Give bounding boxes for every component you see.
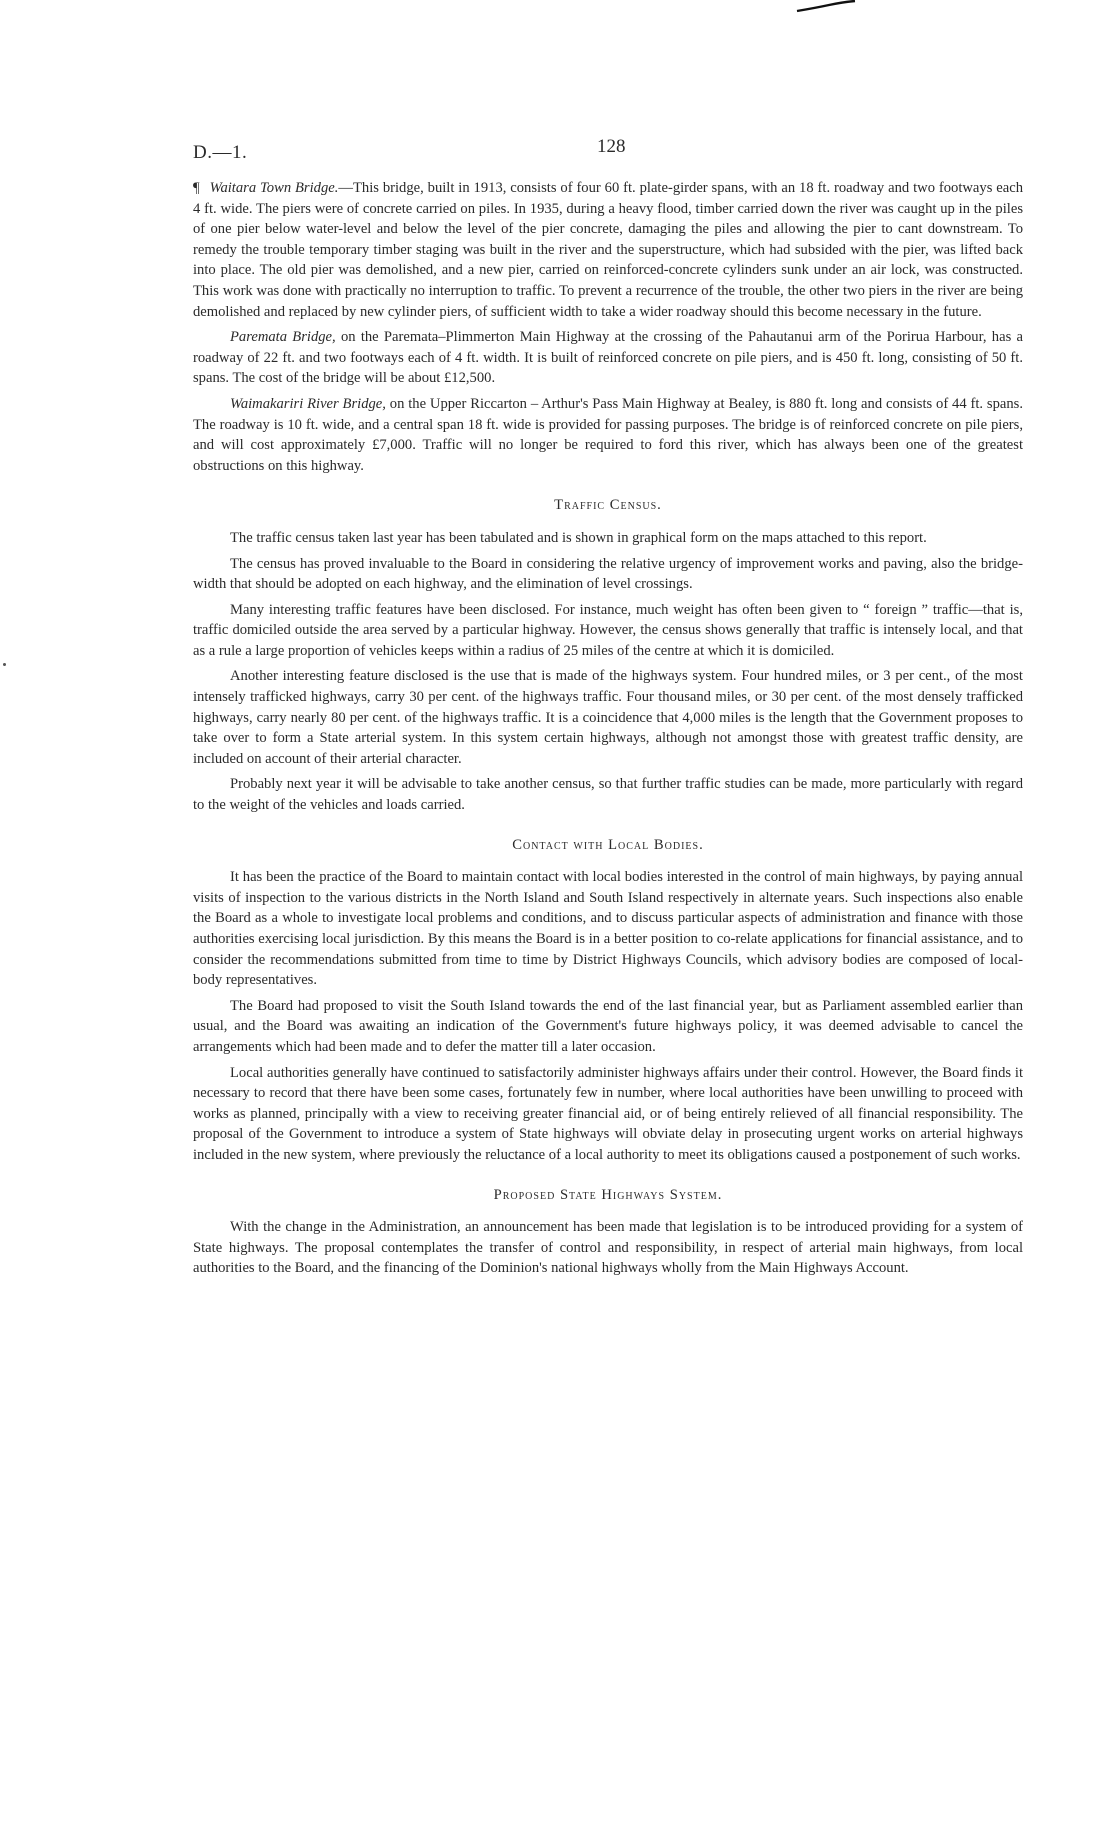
scan-speck — [3, 663, 6, 666]
paragraph: Many interesting traffic features have been disclosed. For instance, much weight has often been given to “ foreign ” traffic—that is, traffic domiciled outside the area served by a particular highway. However, the census shows generally that traffic is intensely local, and that as a rule a large proportion of vehicles keeps within a radius of 25 miles of the centre at which it is domiciled. — [193, 601, 1023, 659]
waitara-paragraph — [193, 178, 1023, 322]
scan-mark — [795, 0, 857, 14]
paremata-title: Paremata Bridge, — [230, 329, 336, 346]
page-body — [193, 178, 1023, 1284]
pilcrow-icon: ¶ — [193, 180, 200, 196]
traffic-census-section — [193, 495, 1023, 815]
paragraph: The Board had proposed to visit the South Island towards the end of the last financial year, but as Parliament assembled earlier than usual, and the Board was awaiting an indication of the Government's future highways policy, it was deemed advisable to cancel the arrangements which had been made and to defer the matter till a later occasion. — [193, 997, 1023, 1055]
contact-local-bodies-section — [193, 835, 1023, 1166]
waimakariri-text: on the Upper Riccarton – Arthur's Pass Main Highway at Bealey, is 880 ft. long and consists of 44 ft. spans. The roadway is 10 ft. wide, and a central span 18 ft. wide is provided for passing purposes. The bridge is of reinforced concrete on pile piers, and will cost approximately £7,000. Traffic will no longer be required to ford this river, which has always been one of the greatest obstructions on this highway. — [193, 395, 1023, 474]
bridges-section — [193, 178, 1023, 476]
paragraph: Probably next year it will be advisable to take another census, so that further traffic studies can be made, more particularly with regard to the weight of the vehicles and loads carried. — [193, 776, 1023, 814]
paragraph: The traffic census taken last year has been tabulated and is shown in graphical form on the maps attached to this report. — [230, 529, 927, 546]
contact-local-bodies-heading: Contact with Local Bodies. — [512, 836, 704, 853]
paragraph: It has been the practice of the Board to maintain contact with local bodies interested in the control of main highways, by paying annual visits of inspection to the various districts in the North Island and South Island respectively in alternate years. Such inspections also enable the Board as a whole to investigate local problems and conditions, and to discuss particular aspects of administration and finance with those authorities exercising local jurisdiction. By this means the Board is in a better position to co-relate applications for financial assistance, and to consider the recommendations submitted from time to time by District Highways Councils, which advisory bodies are composed of local-body representatives. — [193, 869, 1023, 989]
document-id: D.—1. — [193, 142, 248, 163]
paragraph: Local authorities generally have continued to satisfactorily administer highways affairs under their control. However, the Board finds it necessary to record that there have been some cases, fortunately few in number, where local authorities have been unwilling to proceed with works as planned, principally with a view to receiving greater financial aid, or of being entirely relieved of all financial responsibility. The proposal of the Government to introduce a system of State highways will obviate delay in prosecuting urgent works on arterial highways included in the new system, where previously the reluctance of a local authority to meet its obligations caused a postponement of such works. — [193, 1064, 1023, 1163]
paremata-text: on the Paremata–Plimmerton Main Highway at the crossing of the Pahautanui arm of the Porirua Harbour, has a roadway of 22 ft. and two footways each of 4 ft. width. It is built of reinforced concrete on pile piers, and is 450 ft. long, consisting of 50 ft. spans. The cost of the bridge will be about £12,500. — [193, 329, 1024, 387]
paragraph: With the change in the Administration, an announcement has been made that legislation is to be introduced providing for a system of State highways. The proposal contemplates the transfer of control and responsibility, in respect of arterial main highways, from local authorities to the Board, and the financing of the Dominion's national highways wholly from the Main Highways Account. — [193, 1219, 1023, 1277]
page-number: 128 — [597, 136, 626, 157]
waimakariri-title: Waimakariri River Bridge, — [230, 395, 386, 412]
page-header — [193, 136, 1023, 166]
paragraph: The census has proved invaluable to the Board in considering the relative urgency of improvement works and paving, also the bridge-width that should be adopted on each highway, and the elimination of level crossings. — [193, 555, 1023, 593]
paragraph: Another interesting feature disclosed is the use that is made of the highways system. Four hundred miles, or 3 per cent., of the most intensely trafficked highways, carry 30 per cent. of the highways traffic. Four thousand miles, or 30 per cent. of the most densely trafficked highways, carry nearly 80 per cent. of the highways traffic. It is a coincidence that 4,000 miles is the length that the Government proposes to take over to form a State arterial system. In this system certain highways, although not amongst those with greatest traffic density, are included on account of their arterial character. — [193, 668, 1023, 767]
state-highways-section — [193, 1185, 1023, 1279]
waitara-text: —This bridge, built in 1913, consists of four 60 ft. plate-girder spans, with an 18 ft. roadway and two footways each 4 ft. wide. The piers were of concrete carried on piles. In 1935, during a heavy flood, timber carried down the river was caught up in the piles of one pier below water-level and below the level of the pier concrete, damaging the piles and allowing the pier to cant downstream. To remedy the trouble temporary timber staging was built in the river and the superstructure, which had subsided with the pier, was lifted back into place. The old pier was demolished, and a new pier, carried on reinforced-concrete cylinders sunk under an air lock, was constructed. This work was done with practically no interruption to traffic. To prevent a recurrence of the trouble, the other two piers in the river are being demolished and replaced by new cylinder piers, of sufficient width to take a wider roadway should this become necessary in the future. — [193, 180, 1024, 320]
state-highways-heading: Proposed State Highways System. — [493, 1186, 723, 1203]
waimakariri-paragraph — [193, 394, 1023, 476]
paremata-paragraph — [193, 327, 1023, 389]
traffic-census-heading: Traffic Census. — [554, 497, 662, 514]
waitara-title: Waitara Town Bridge. — [209, 180, 339, 196]
